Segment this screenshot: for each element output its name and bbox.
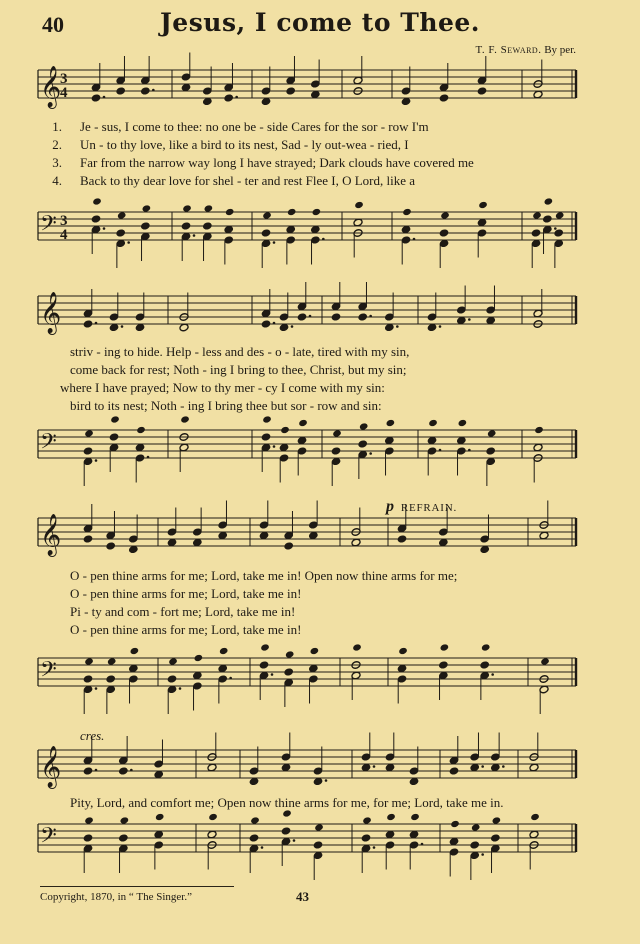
note-head [531, 229, 541, 238]
note-head [259, 661, 269, 670]
note-head [540, 657, 550, 665]
note-head [312, 208, 322, 216]
crescendo-marking: cres. [80, 728, 105, 743]
note-head [487, 429, 497, 437]
note-head [109, 433, 119, 442]
note-head [91, 94, 101, 103]
note-head [168, 657, 178, 665]
dot [439, 449, 442, 452]
dot [369, 315, 372, 318]
note-head [352, 643, 362, 651]
note-head [478, 201, 488, 209]
note-head [440, 211, 450, 219]
bass-clef-icon: 𝄢 [40, 657, 57, 688]
verse-text: come back for rest; Noth - ing I bring to thee, Christ, but my sin; [70, 362, 407, 377]
verse-number: 3. [52, 155, 62, 170]
note-head [194, 654, 204, 662]
note-head [261, 229, 271, 238]
verse-text: Back to thy dear love for shel - ter and rest Flee I, O Lord, like a [80, 173, 415, 188]
note-head [106, 542, 116, 551]
bass-clef-icon: 𝄢 [40, 823, 57, 854]
note-head [262, 415, 272, 423]
dot [373, 765, 376, 768]
verse-number: 2. [52, 137, 62, 152]
note-head [120, 816, 130, 824]
treble-clef-icon: 𝄞 [40, 292, 62, 334]
note-head [310, 647, 320, 655]
time-signature-top: 3 [60, 213, 68, 229]
verse-line [0, 794, 640, 812]
note-head [534, 426, 544, 434]
note-head [542, 215, 552, 224]
note-head [332, 429, 342, 437]
dot [291, 325, 294, 328]
dot [554, 227, 557, 230]
note-head [331, 313, 341, 322]
note-head [260, 643, 270, 651]
note-head [83, 834, 93, 843]
dot [273, 241, 276, 244]
note-head [555, 211, 565, 219]
note-head [208, 813, 218, 821]
note-head [106, 675, 116, 684]
dot [193, 234, 196, 237]
note-head [262, 211, 272, 219]
note-head [439, 94, 449, 103]
note-head [284, 668, 294, 677]
note-head [261, 320, 271, 329]
time-signature-bottom: 4 [60, 85, 68, 101]
note-head [91, 215, 101, 224]
note-head [180, 415, 190, 423]
treble-staff-3 [0, 508, 640, 568]
verse-number: 1. [52, 119, 62, 134]
note-head [532, 211, 542, 219]
composer-attribution [476, 44, 576, 56]
note-head [224, 94, 234, 103]
dot [229, 677, 232, 680]
dot [421, 843, 424, 846]
dot [273, 322, 276, 325]
note-head [358, 313, 368, 322]
note-head [398, 647, 408, 655]
note-head [544, 197, 554, 205]
note-head [492, 816, 502, 824]
dot [309, 315, 312, 318]
dot [468, 449, 471, 452]
dot [273, 445, 276, 448]
dot [121, 325, 124, 328]
note-head [118, 767, 128, 776]
verse-text: O - pen thine arms for me; Lord, take me in! [70, 586, 302, 601]
note-head [84, 429, 94, 437]
note-head [136, 426, 146, 434]
dot [491, 673, 494, 676]
note-head [449, 767, 459, 776]
note-head [204, 204, 214, 212]
bass-clef-icon: 𝄢 [40, 429, 57, 460]
treble-clef-icon: 𝄞 [40, 746, 62, 788]
note-head [297, 313, 307, 322]
treble-clef-icon: 𝄞 [40, 66, 62, 108]
note-head [92, 197, 102, 205]
verse-line [0, 621, 640, 639]
verse-line [0, 136, 640, 154]
note-head [261, 433, 271, 442]
note-head [281, 827, 291, 836]
dot [95, 459, 98, 462]
verse-line [0, 343, 640, 361]
bass-staff-4 [0, 814, 640, 878]
verse-text: where I have prayed; Now to thy mer - cy I come with my sin: [60, 380, 385, 395]
verse-text: Far from the narrow way long I have strayed; Dark clouds have covered me [80, 155, 474, 170]
note-head [83, 767, 93, 776]
verse-text: O - pen thine arms for me; Lord, take me in! [70, 622, 302, 637]
dot [130, 769, 133, 772]
note-head [130, 647, 140, 655]
verse-line [0, 172, 640, 190]
note-head [471, 823, 481, 831]
dot [179, 687, 182, 690]
note-head [358, 440, 368, 449]
book-page-number: 43 [296, 889, 309, 904]
note-head [354, 201, 364, 209]
dot [325, 779, 328, 782]
dot [396, 325, 399, 328]
note-head [470, 841, 480, 850]
verse-line [0, 585, 640, 603]
note-head [486, 447, 496, 456]
dot [95, 769, 98, 772]
note-head [450, 820, 460, 828]
dot [103, 227, 106, 230]
note-head [287, 208, 297, 216]
treble-staff-1 [0, 58, 640, 116]
note-head [140, 87, 150, 96]
time-signature-bottom: 4 [60, 227, 68, 243]
note-head [490, 834, 500, 843]
verse-text: Pi - ty and com - fort me; Lord, take me in! [70, 604, 296, 619]
note-head [386, 813, 396, 821]
dot [293, 839, 296, 842]
bass-staff-3 [0, 642, 640, 714]
note-head [84, 816, 94, 824]
footer-rule [40, 886, 234, 887]
note-head [397, 535, 407, 544]
note-head [219, 647, 229, 655]
dot [468, 318, 471, 321]
note-head [83, 447, 93, 456]
verse-line [0, 603, 640, 621]
bass-clef-icon: 𝄢 [40, 211, 57, 242]
verse-number: 4. [52, 173, 62, 188]
verse-line [0, 361, 640, 379]
note-head [440, 643, 450, 651]
treble-staff-4 [0, 742, 640, 794]
permission-note: By per. [544, 44, 576, 56]
note-head [202, 222, 212, 231]
copyright-notice: Copyright, 1870, in “ The Singer.” [40, 891, 192, 903]
note-head [116, 87, 126, 96]
page-number: 40 [42, 12, 64, 37]
note-head [286, 87, 296, 96]
dot [147, 456, 150, 459]
dot [95, 687, 98, 690]
note-head [314, 823, 324, 831]
note-head [428, 419, 438, 427]
refrain-text: REFRAIN. [400, 502, 458, 514]
note-head [481, 643, 491, 651]
note-head [362, 816, 372, 824]
note-head [439, 229, 449, 238]
note-head [225, 208, 235, 216]
bass-staff-2 [0, 418, 640, 474]
note-head [155, 813, 165, 821]
composer-name: T. F. Seward. [475, 44, 542, 56]
bass-staff-1 [0, 196, 640, 266]
note-head [331, 447, 341, 456]
note-head [361, 834, 371, 843]
note-head [386, 419, 396, 427]
treble-staff-2 [0, 286, 640, 344]
verse-text: Je - sus, I come to thee: no one be - side Cares for the sor - row I'm [80, 119, 429, 134]
dot [502, 765, 505, 768]
verse-line [0, 118, 640, 136]
note-head [84, 657, 94, 665]
dot [152, 89, 155, 92]
dot [373, 846, 376, 849]
note-head [182, 204, 192, 212]
dot [481, 853, 484, 856]
verse-line [0, 567, 640, 585]
verse-line [0, 379, 640, 397]
time-signature-top: 3 [60, 71, 68, 87]
note-head [167, 675, 177, 684]
hymn-title: Jesus, I come to Thee. [159, 8, 481, 37]
note-head [402, 208, 412, 216]
note-head [250, 816, 260, 824]
dot [103, 96, 106, 99]
dot [322, 238, 325, 241]
note-head [83, 320, 93, 329]
dot [261, 846, 264, 849]
note-head [359, 422, 369, 430]
note-head [554, 229, 564, 238]
note-head [284, 542, 294, 551]
note-head [110, 415, 120, 423]
note-head [117, 211, 127, 219]
dot [271, 673, 274, 676]
dot [127, 241, 130, 244]
note-head [249, 834, 259, 843]
note-head [83, 675, 93, 684]
verse-line [0, 397, 640, 415]
note-head [118, 834, 128, 843]
verse-text: striv - ing to hide. Help - less and des - o - late, tired with my sin, [70, 344, 410, 359]
dot [439, 325, 442, 328]
dot [369, 452, 372, 455]
note-head [285, 650, 295, 658]
piano-dynamic: p [386, 498, 395, 515]
note-head [438, 661, 448, 670]
note-head [181, 222, 191, 231]
note-head [280, 426, 290, 434]
note-head [530, 813, 540, 821]
note-head [477, 87, 487, 96]
verse-text: O - pen thine arms for me; Lord, take me in! Open now thine arms for me; [70, 568, 458, 583]
note-head [140, 222, 150, 231]
note-head [298, 419, 308, 427]
treble-clef-icon: 𝄞 [40, 514, 62, 556]
verse-text: Pity, Lord, and comfort me; Open now thine arms for me, for me; Lord, take me in. [70, 795, 504, 810]
note-head [313, 841, 323, 850]
verse-text: bird to its nest; Noth - ing I bring thee but sor - row and sin: [70, 398, 382, 413]
dot [95, 322, 98, 325]
note-head [410, 813, 420, 821]
dot [413, 238, 416, 241]
note-head [142, 204, 152, 212]
note-head [458, 419, 468, 427]
dot [481, 765, 484, 768]
note-head [107, 657, 117, 665]
note-head [83, 535, 93, 544]
dot [235, 96, 238, 99]
verse-text: Un - to thy love, like a bird to its nest, Sad - ly out-wea - ried, I [80, 137, 409, 152]
verse-line [0, 154, 640, 172]
note-head [116, 229, 126, 238]
note-head [480, 661, 490, 670]
